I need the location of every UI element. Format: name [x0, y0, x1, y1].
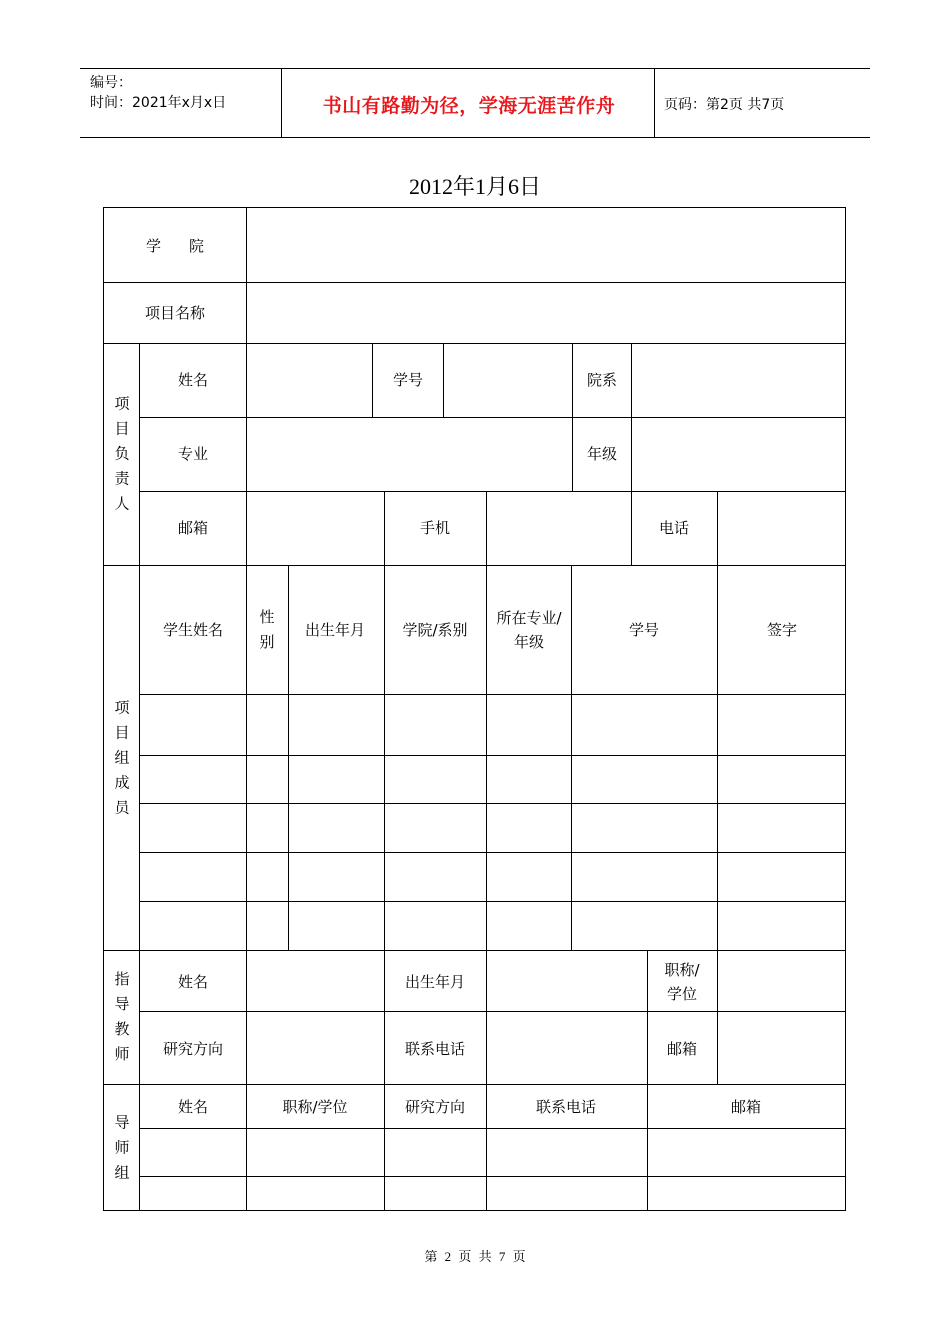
advisor-research-label: 研究方向 [162, 1040, 224, 1058]
college-label [145, 234, 233, 258]
advisor-title-field[interactable] [718, 951, 845, 1011]
advisor-birth-label: 出生年月 [404, 973, 466, 991]
mentor-col-research: 研究方向 [404, 1098, 466, 1116]
mentor-col-title: 职称/学位 [282, 1098, 348, 1116]
advisor-title-label: 职称/学位 [664, 961, 700, 1003]
application-form [103, 207, 846, 1211]
col-divider [372, 343, 373, 417]
leader-name-label: 姓名 [177, 371, 209, 389]
leader-grade-label: 年级 [586, 445, 618, 463]
leader-mobile-field[interactable] [487, 492, 631, 565]
leader-section-label: 项目负责人 [114, 394, 130, 513]
members-row-3[interactable] [140, 804, 846, 852]
college-field[interactable] [247, 209, 845, 282]
leader-email-field[interactable] [247, 492, 384, 565]
advisor-birth-field[interactable] [487, 951, 647, 1011]
leader-grade-field[interactable] [632, 418, 845, 491]
header-divider [654, 69, 655, 137]
project-name-field[interactable] [247, 283, 845, 343]
members-col-gender: 性别 [259, 608, 275, 651]
members-col-name: 学生姓名 [162, 621, 224, 639]
header-divider [281, 69, 282, 137]
advisor-research-field[interactable] [247, 1012, 384, 1084]
advisor-section-label: 指导教师 [114, 970, 130, 1063]
mentor-col-contact: 联系电话 [535, 1098, 597, 1116]
col-divider [384, 491, 385, 565]
members-col-student-id: 学号 [628, 621, 660, 639]
page-header [80, 68, 870, 138]
advisor-name-field[interactable] [247, 951, 384, 1011]
members-row-4[interactable] [140, 853, 846, 901]
project-name-label: 项目名称 [144, 304, 206, 322]
members-row-5[interactable] [140, 902, 846, 950]
members-row-1[interactable] [140, 695, 846, 755]
mentor-row-1[interactable] [140, 1129, 846, 1176]
leader-mobile-label: 手机 [419, 519, 451, 537]
row-divider [104, 565, 846, 566]
members-row-2[interactable] [140, 756, 846, 803]
advisor-email-label: 邮箱 [666, 1040, 698, 1058]
advisor-email-field[interactable] [718, 1012, 845, 1084]
leader-phone-field[interactable] [718, 492, 845, 565]
members-col-signature: 签字 [766, 621, 798, 639]
header-time: 时间：2021年x月x日 [90, 95, 227, 111]
page-footer: 第 2 页 共 7 页 [424, 1249, 526, 1264]
college-label-text: 学院 [145, 237, 233, 255]
members-section-label: 项目组成员 [114, 698, 130, 817]
members-col-birth: 出生年月 [304, 621, 366, 639]
col-divider [631, 491, 632, 565]
header-number: 编号： [90, 75, 132, 91]
header-motto: 书山有路勤为径，学海无涯苦作舟 [322, 95, 616, 117]
members-col-college: 学院/系别 [402, 621, 468, 639]
header-meta [90, 73, 226, 113]
mentor-row-2[interactable] [140, 1177, 846, 1211]
leader-department-label: 院系 [586, 371, 618, 389]
header-page-info: 页码：第2页 共7页 [664, 97, 785, 113]
advisor-name-label: 姓名 [177, 973, 209, 991]
advisor-contact-label: 联系电话 [404, 1040, 466, 1058]
mentor-col-name: 姓名 [177, 1098, 209, 1116]
form-date: 2012年1月6日 [408, 174, 541, 199]
leader-department-field[interactable] [632, 344, 845, 417]
mentor-col-email: 邮箱 [730, 1098, 762, 1116]
leader-major-label: 专业 [177, 445, 209, 463]
leader-student-id-field[interactable] [444, 344, 572, 417]
advisor-contact-field[interactable] [487, 1012, 647, 1084]
col-divider [572, 343, 573, 491]
col-divider [384, 950, 385, 1084]
leader-email-label: 邮箱 [177, 519, 209, 537]
leader-major-field[interactable] [247, 418, 572, 491]
row-divider [104, 1084, 846, 1085]
col-divider [647, 950, 648, 1084]
leader-name-field[interactable] [247, 344, 372, 417]
leader-student-id-label: 学号 [392, 371, 424, 389]
leader-phone-label: 电话 [658, 519, 690, 537]
mentor-section-label: 导师组 [114, 1113, 130, 1182]
members-col-major: 所在专业/年级 [496, 609, 562, 651]
